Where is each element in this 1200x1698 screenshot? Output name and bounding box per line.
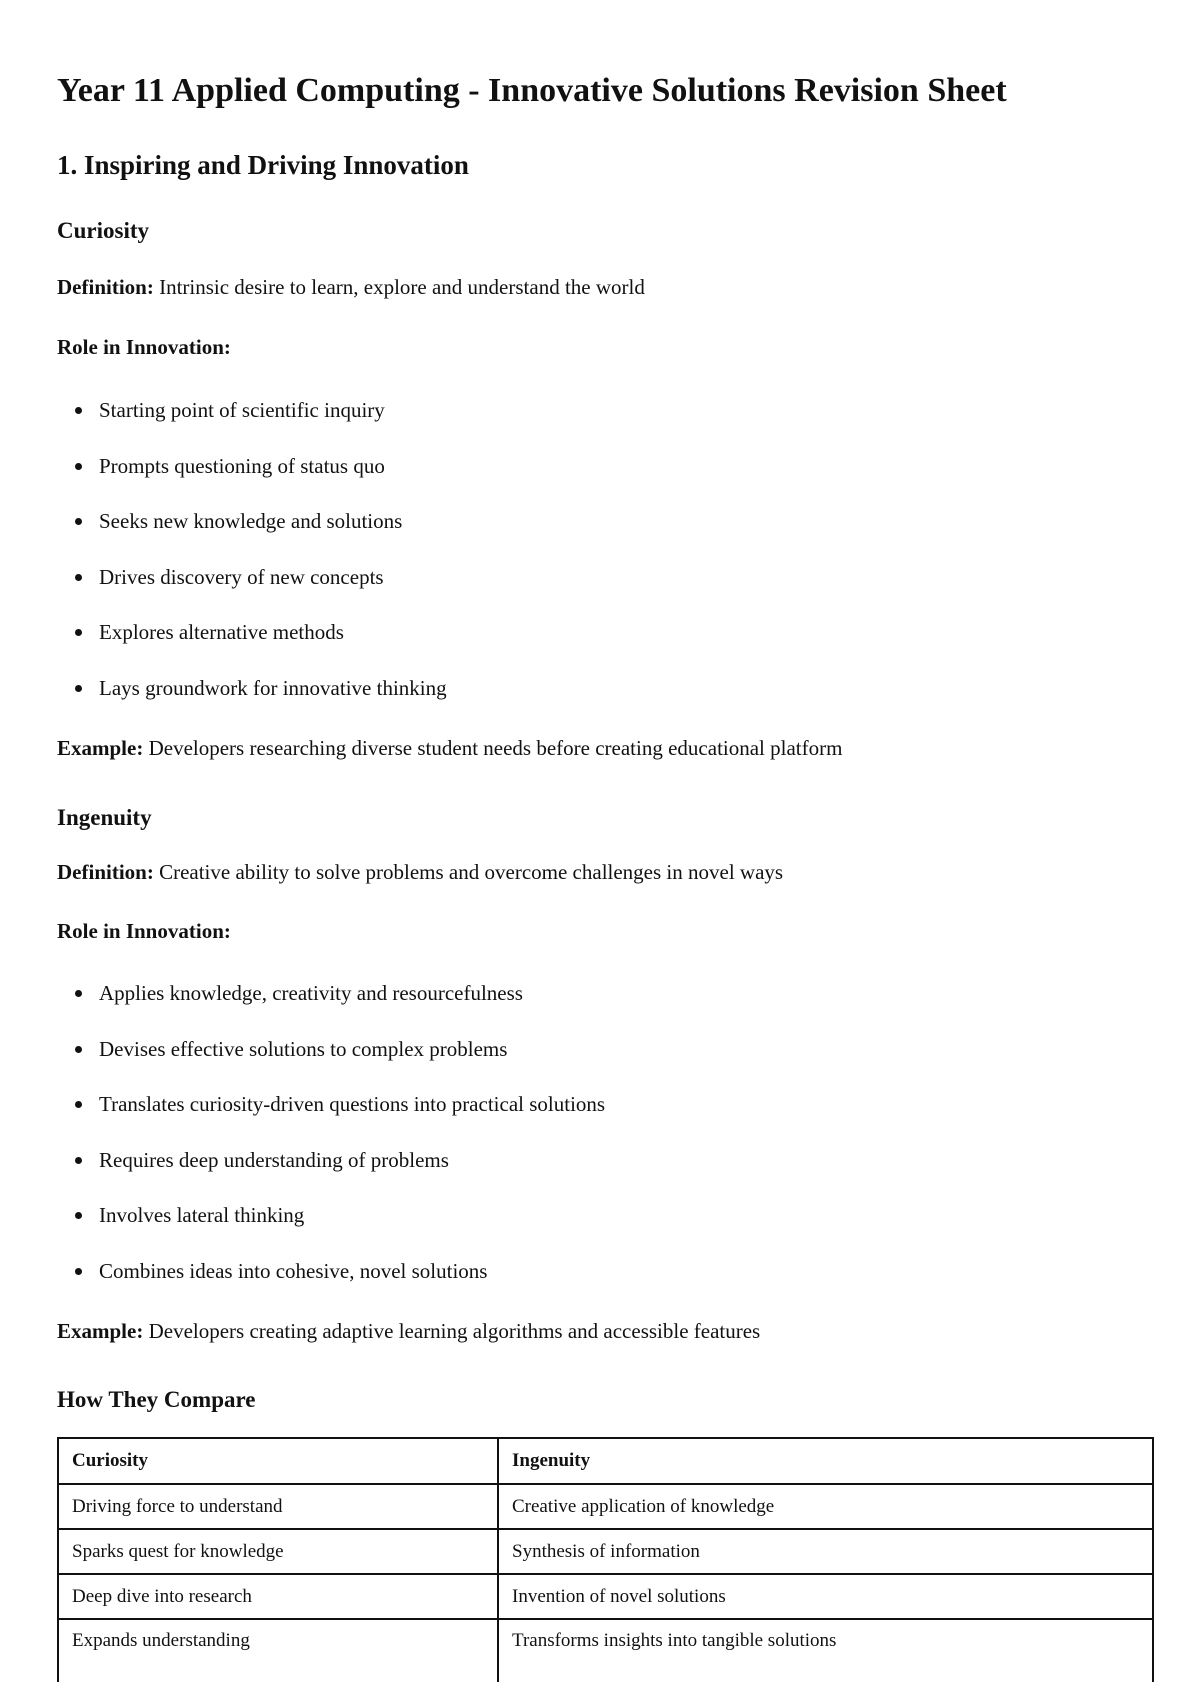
- bullet-icon: [75, 629, 82, 636]
- list-item: Requires deep understanding of problems: [57, 1148, 605, 1204]
- bullet-icon: [75, 1157, 82, 1164]
- list-item: Involves lateral thinking: [57, 1203, 605, 1259]
- definition-text: Creative ability to solve problems and overcome challenges in novel ways: [159, 860, 784, 884]
- compare-table: [57, 1437, 1154, 1682]
- curiosity-role-label: [57, 335, 231, 360]
- table-row: [58, 1529, 1153, 1574]
- table-cell: Transforms insights into tangible solutions: [498, 1619, 1153, 1682]
- table-header-cell: Curiosity: [58, 1438, 498, 1484]
- bullet-icon: [75, 463, 82, 470]
- bullet-icon: [75, 1268, 82, 1275]
- bullet-icon: [75, 1212, 82, 1219]
- list-item: Explores alternative methods: [57, 620, 447, 676]
- bullet-icon: [75, 574, 82, 581]
- curiosity-definition: [57, 275, 645, 300]
- bullet-icon: [75, 685, 82, 692]
- definition-label: Definition:: [57, 860, 154, 884]
- table-row: [58, 1484, 1153, 1529]
- list-item: Lays groundwork for innovative thinking: [57, 676, 447, 732]
- list-item: Combines ideas into cohesive, novel solutions: [57, 1259, 605, 1315]
- list-item: Translates curiosity-driven questions into practical solutions: [57, 1092, 605, 1148]
- bullet-icon: [75, 518, 82, 525]
- section-heading: 1. Inspiring and Driving Innovation: [57, 150, 469, 180]
- list-item: Drives discovery of new concepts: [57, 565, 447, 621]
- ingenuity-definition: [57, 860, 783, 885]
- compare-heading: How They Compare: [57, 1387, 256, 1412]
- role-label: Role in Innovation:: [57, 335, 231, 359]
- table-cell: Creative application of knowledge: [498, 1484, 1153, 1529]
- example-text: Developers researching diverse student needs before creating educational platform: [148, 736, 843, 760]
- definition-label: Definition:: [57, 275, 154, 299]
- page-title: Year 11 Applied Computing - Innovative Solutions Revision Sheet: [57, 72, 1007, 109]
- table-cell: Sparks quest for knowledge: [58, 1529, 498, 1574]
- definition-text: Intrinsic desire to learn, explore and understand the world: [159, 275, 645, 299]
- list-item: Devises effective solutions to complex problems: [57, 1037, 605, 1093]
- table-header-cell: Ingenuity: [498, 1438, 1153, 1484]
- table-cell: Synthesis of information: [498, 1529, 1153, 1574]
- ingenuity-role-label: [57, 919, 231, 944]
- table-row: [58, 1619, 1153, 1682]
- example-text: Developers creating adaptive learning algorithms and accessible features: [148, 1319, 761, 1343]
- table-cell: Expands understanding: [58, 1619, 498, 1682]
- ingenuity-example: [57, 1319, 760, 1344]
- list-item: Starting point of scientific inquiry: [57, 398, 447, 454]
- example-label: Example:: [57, 736, 144, 760]
- curiosity-role-list: [57, 398, 447, 732]
- table-header-row: [58, 1438, 1153, 1484]
- table-cell: Driving force to understand: [58, 1484, 498, 1529]
- bullet-icon: [75, 1101, 82, 1108]
- table-cell: Invention of novel solutions: [498, 1574, 1153, 1619]
- table-cell: Deep dive into research: [58, 1574, 498, 1619]
- curiosity-example: [57, 736, 842, 761]
- list-item: Applies knowledge, creativity and resourcefulness: [57, 981, 605, 1037]
- bullet-icon: [75, 990, 82, 997]
- role-label: Role in Innovation:: [57, 919, 231, 943]
- list-item: Seeks new knowledge and solutions: [57, 509, 447, 565]
- table-row: [58, 1574, 1153, 1619]
- example-label: Example:: [57, 1319, 144, 1343]
- bullet-icon: [75, 407, 82, 414]
- list-item: Prompts questioning of status quo: [57, 454, 447, 510]
- ingenuity-heading: Ingenuity: [57, 805, 152, 830]
- curiosity-heading: Curiosity: [57, 218, 149, 243]
- bullet-icon: [75, 1046, 82, 1053]
- ingenuity-role-list: [57, 981, 605, 1315]
